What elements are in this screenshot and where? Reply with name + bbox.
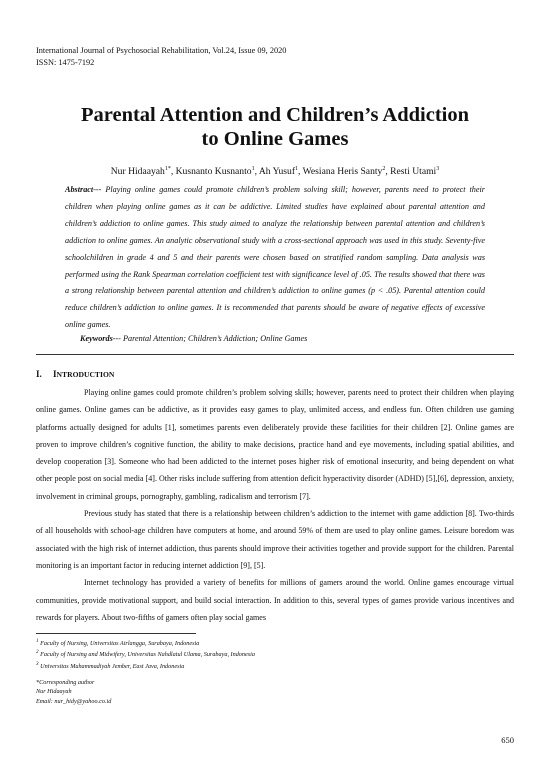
abstract (65, 182, 485, 334)
corresponding-email: Email: nur_hidy@yahoo.co.id (36, 697, 112, 705)
title-line-2: to Online Games (201, 128, 349, 150)
page-number: 650 (501, 735, 514, 745)
author: Nur Hidaayah$^{1*}$, (110, 166, 176, 178)
journal-issn: ISSN: 1475-7192 (36, 57, 95, 67)
body-paragraph: Previous study has stated that there is a relationship between children’s addiction to the internet with game addiction [8]. Two-thirds of all households with school-age children have computers at home, and around 59% of them are used to play online games. Leisure boredom was associated with the high risk of internet addiction, thus parents should improve their activities together and provide support for the children. Parental monitoring is an important factor in reducing internet addiction [9], [5]. (36, 509, 514, 570)
keywords (80, 333, 485, 345)
body-paragraph: Internet technology has provided a variety of benefits for millions of gamers around the world. Online games encourage virtual communities, provide motivational support, and build social interaction. In addition to this, several types of games provide various incentives and rewards for players. About two-fifths of gamers often play social games (36, 578, 514, 622)
paper-title (40, 103, 510, 151)
corresponding-name: Nur Hidaayah (36, 688, 72, 696)
keywords-label: Keywords--- (80, 334, 121, 343)
abstract-label: Abstract--- (65, 185, 102, 194)
body-text (36, 384, 514, 626)
author: Kusnanto Kusnanto$^1$, (175, 166, 259, 178)
author: Wesiana Heris Santy$^2$, (302, 166, 391, 178)
body-paragraph: Playing online games could promote children’s problem solving skills; however, parents need to protect their children when playing online games. Online games can be addictive, as it provides easy games to play, unlimited access, and endless fun. Often children use gaming platforms actually designed for adults [1], sometimes parents even deliberately provide these facilities for their children [2]. Online games are proven to improve children’s cognitive function, the ability to make decisions, practice hand and eye movements, including spatial abilities, and develop cooperation [3]. Someone who had been addicted to the internet poses higher risk of emotional insecurity, and being dependent on what other people post on social media [4]. Other risks include suffering from attention deficit hyperactivity disorder (ADHD) [5],[6], depression, anxiety, involvement in criminal groups, pornography, gambling, radicalism and terrorism [7]. (36, 388, 514, 501)
section-divider (36, 354, 514, 355)
author: Resti Utami$^3$ (390, 166, 440, 178)
footnotes (36, 637, 255, 706)
section-heading: I. INTRODUCTION (36, 369, 115, 379)
footnote-divider (36, 633, 196, 634)
title-line-1: Parental Attention and Children’s Addiction (80, 104, 470, 126)
journal-header (36, 45, 286, 68)
abstract-text: Playing online games could promote children’s problem solving skill; however, parents need to protect their children when playing online games as it can be addictive. Limited studies have explained about parental attention and children’s addiction to online games. This study aimed to analyze the relationship between parental attention and children’s addiction to online games. An analytic observational study with a cross-sectional approach was used in this study. Seventy-five schoolchildren in grade 4 and 5 and their parents were chosen based on stratified random sampling. Data analysis was performed using the Rank Spearman correlation coefficient test with significance level of .05. The results showed that there was a strong relationship between parental attention and children’s addiction to online games (p < .05). Parental attention could reduce children’s addiction to online games. It is recommended that parents should be aware of negative effects of excessive online games. (65, 185, 485, 330)
corresponding-label: *Corresponding author (36, 679, 95, 687)
author-list (40, 163, 510, 178)
author: Ah Yusuf$^1$, (258, 166, 303, 178)
journal-citation: International Journal of Psychosocial Rehabilitation, Vol.24, Issue 09, 2020 (36, 46, 287, 55)
affiliation: $^2$ Faculty of Nursing and Midwifery, Universitas Nahdlatul Ulama, Surabaya, Indonesia (36, 649, 255, 659)
keywords-text: Parental Attention; Children’s Addiction; Online Games (120, 334, 308, 343)
affiliation: $^3$ Universitas Muhammadiyah Jember, East Java, Indonesia (36, 660, 185, 670)
affiliation: $^1$ Faculty of Nursing, Universitas Airlangga, Surabaya, Indonesia (36, 638, 200, 648)
